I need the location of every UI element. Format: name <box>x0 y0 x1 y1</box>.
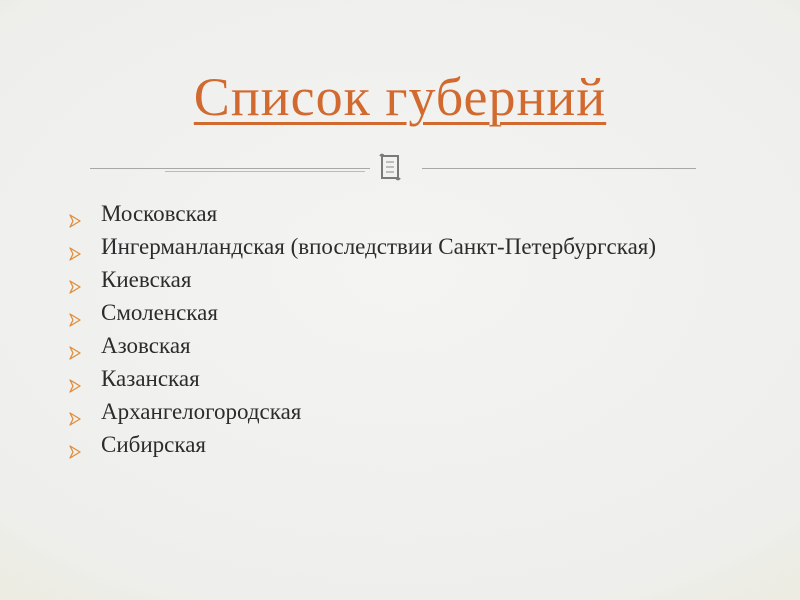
title-divider <box>90 156 696 182</box>
list-item <box>68 200 708 228</box>
list-item <box>68 365 708 393</box>
list-item <box>68 332 708 360</box>
governorate-list <box>68 200 708 464</box>
hollow-arrow-bullet-icon <box>68 339 82 353</box>
hollow-arrow-bullet-icon <box>68 306 82 320</box>
list-item <box>68 266 708 294</box>
list-item <box>68 299 708 327</box>
hollow-arrow-bullet-icon <box>68 438 82 452</box>
hollow-arrow-bullet-icon <box>68 207 82 221</box>
scroll-ornament-icon <box>378 153 402 181</box>
slide-title-container <box>0 66 800 128</box>
list-item-label: Казанская <box>101 366 200 391</box>
hollow-arrow-bullet-icon <box>68 405 82 419</box>
hollow-arrow-bullet-icon <box>68 372 82 386</box>
divider-line-right <box>422 168 696 169</box>
slide-title: Список губерний <box>193 67 607 127</box>
list-item <box>68 233 708 261</box>
divider-line-left <box>90 168 370 169</box>
list-item-label: Сибирская <box>101 432 206 457</box>
divider-line-left-inner <box>165 171 365 172</box>
hollow-arrow-bullet-icon <box>68 273 82 287</box>
list-item-label: Киевская <box>101 267 192 292</box>
list-item <box>68 398 708 426</box>
list-item-label: Ингерманландская (впоследствии Санкт-Петербургская) <box>101 234 657 259</box>
list-item-label: Архангелогородская <box>101 399 302 424</box>
list-item-label: Смоленская <box>101 300 218 325</box>
hollow-arrow-bullet-icon <box>68 240 82 254</box>
list-item <box>68 431 708 459</box>
list-item-label: Азовская <box>101 333 191 358</box>
list-item-label: Московская <box>101 201 218 226</box>
